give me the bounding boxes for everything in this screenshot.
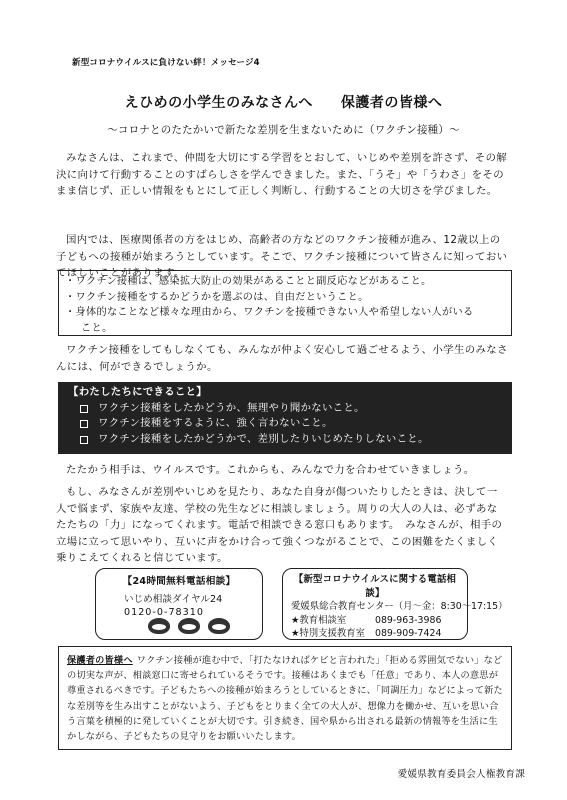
checkbox-square-icon: [80, 436, 88, 444]
key-point: ・身体的なことなど様々な理由から、ワクチンを接種できない人や希望しない人がいる: [65, 307, 474, 318]
actions-heading: 【わたしたちにできること】: [68, 386, 207, 398]
hotline-covid-title: 【新型コロナウイルスに関する電話相談】: [293, 574, 457, 599]
guardian-note-text: ワクチン接種が進む中で、「打たなければケビと言われた」「拒める雰囲気でない」などの切実な声が、相談窓口に寄せられているそうです。接種はあくまでも「任意」であり、本人の意思が尊重されるべきです。子どもたちへの接種が始まろうとしているときに、「同調圧力」などによって新たな差別等を生み出すことがないよう、子どもをとりまく全ての大人が、想像力を働かせ、互いを思い合う言葉を積極的に発していくことが大切です。引き続き、国や県から出される最新の情報等を生活に生かしながら、子どもたちの見守りをお願いいたします。: [67, 655, 503, 743]
action-item: ワクチン接種をしたかどうかで、差別したりいじめたりしないこと。: [68, 432, 502, 448]
key-point: ・ワクチン接種をするかどうかを選ぶのは、自由だということ。: [65, 291, 369, 303]
mascot-icon: [208, 618, 230, 634]
paragraph-vaccination-status: 国内では、医療関係者の方をはじめ、高齢者の方などのワクチン接種が進み、12歳以上の子どもへの接種が始まろうとしています。そこで、ワクチン接種について皆さんに知っておいてほしいことがあります。: [56, 234, 508, 279]
mascot-icon: [178, 618, 200, 634]
subtitle: ～コロナとのたたかいで新たな差別を生まないために（ワクチン接種）～: [107, 124, 460, 136]
guardian-note-label: 保護者の皆様へ: [67, 655, 133, 666]
series-label: 新型コロナウイルスに負けない絆！メッセージ4: [72, 58, 260, 68]
title-students: えひめの小学生のみなさんへ: [124, 95, 313, 111]
hotline-covid-row: ★特別支援教育室 089-909-7424: [291, 628, 442, 639]
key-points-box: [58, 270, 512, 336]
key-point-continuation: こと。: [81, 322, 113, 334]
title-guardians: 保護者の皆様へ: [340, 95, 443, 111]
mascot-icon: [148, 618, 170, 634]
hotline-covid-box: [282, 568, 508, 640]
hotline-24h-box: [95, 568, 263, 640]
hotline-24h-number: 0120-0-78310: [124, 607, 204, 618]
checkbox-square-icon: [80, 405, 88, 413]
guardian-note-box: [58, 646, 512, 750]
issuer: 愛媛県教育委員会人権教育課: [397, 769, 525, 780]
action-item: ワクチン接種をしたかどうか、無理やり聞かないこと。: [68, 401, 502, 417]
paragraph-opponent: たたかう相手は、ウイルスです。これからも、みんなで力を合わせていきましょう。: [66, 464, 475, 476]
actions-box: [58, 382, 512, 454]
hotline-covid-row: ★教育相談室 089-963-3986: [291, 614, 442, 626]
hotline-24h-name: いじめ相談ダイヤル24: [124, 594, 223, 605]
paragraph-consultation: もし、みなさんが差別やいじめを見たり、あなた自身が傷ついたりしたときは、決して一人で悩まず、家族や友達、学校の先生などに相談しましょう。周りの大人の人は、必ずあなたたちの「力」になってくれます。電話で相談できる窓口もあります。 みなさんが、相手の立場に立って思いやり、互いに声をかけ合って強くつながることで、この困難をたくましく乗りこえてくれると信じています。: [56, 486, 503, 564]
hotline-covid-center: 愛媛県総合教育センター（月～金：8:30～17:15）: [291, 601, 508, 612]
action-item: ワクチン接種をするように、強く言わないこと。: [68, 416, 502, 432]
checkbox-square-icon: [80, 420, 88, 428]
paragraph-question: ワクチン接種をしてもしなくても、みんなが仲よく安心して過ごせるよう、小学生のみなさんには、何ができるでしょうか。: [56, 344, 508, 373]
hotline-24h-title: 【24時間無料電話相談】: [122, 576, 236, 587]
paragraph-learning: みなさんは、これまで、仲間を大切にする学習をとおして、いじめや差別を許さず、その解決に向けて行動することのすばらしさを学んできました。また、「うそ」や「うわさ」をそのまま信じず、正しい情報をもとにして正しく判断し、行動することの大切さを学びました。: [56, 152, 508, 197]
key-point: ・ワクチン接種は、感染拡大防止の効果があることと副反応などがあること。: [65, 276, 432, 287]
page-title: [0, 92, 567, 112]
